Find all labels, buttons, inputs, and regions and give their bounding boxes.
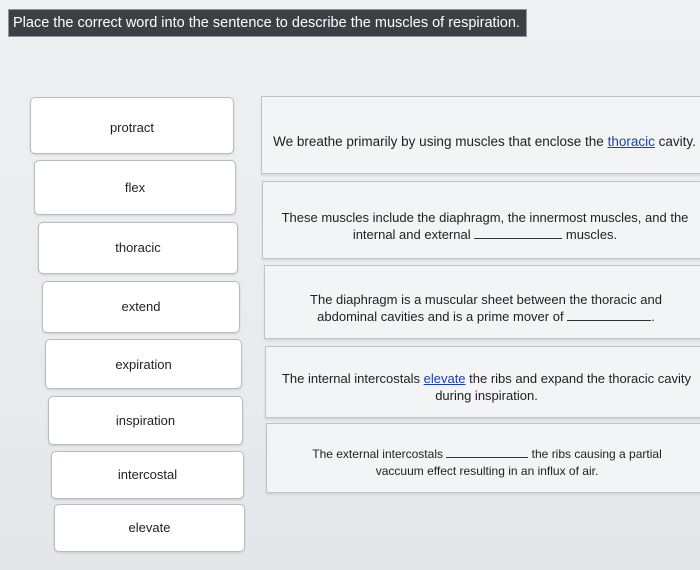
word-label: protract [109,120,155,135]
sentence-text [267,446,700,480]
word-card-expiration[interactable] [45,339,242,389]
answer-slot[interactable] [474,228,562,239]
sentence-text [265,291,700,325]
word-label: flex [124,180,146,195]
sentence-text [266,370,700,404]
sentence-box-2[interactable] [262,181,700,259]
word-card-extend[interactable] [42,281,240,333]
sentence-part-2: muscles. [565,227,618,242]
word-card-thoracic[interactable] [38,222,238,274]
word-label: inspiration [115,413,176,428]
word-card-protract[interactable] [30,97,234,154]
word-label: expiration [115,357,172,372]
answer-slot[interactable]: elevate [423,371,466,386]
word-card-flex[interactable] [34,160,236,215]
sentence-part-2: . [651,309,655,324]
answer-slot[interactable] [446,447,528,458]
sentence-part-2: the ribs causing a partial vaccuum effect resulting in an influx of air. [375,447,662,478]
sentence-part-2: the ribs and expand the thoracic cavity during inspiration. [435,371,692,403]
sentence-box-1[interactable] [261,96,700,174]
word-label: extend [121,299,161,314]
sentence-text [263,209,700,243]
word-label: thoracic [115,240,161,255]
word-card-inspiration[interactable] [48,396,243,445]
instruction-header [8,9,527,37]
sentence-part-1: We breathe primarily by using muscles that enclose the [273,134,604,149]
sentence-part-1: These muscles include the diaphragm, the innermost muscles, and the internal and external [281,210,689,242]
sentence-box-4[interactable] [265,346,700,418]
sentence-box-3[interactable] [264,265,700,339]
answer-slot[interactable] [567,310,651,321]
sentence-part-1: The external intercostals [312,447,443,461]
word-label: elevate [128,520,171,535]
sentence-part-1: The diaphragm is a muscular sheet between the thoracic and abdominal cavities and is a prime mover of [310,292,662,324]
word-card-elevate[interactable] [54,504,245,552]
sentence-box-5[interactable] [266,423,700,493]
sentence-text [262,133,700,150]
instruction-text: Place the correct word into the sentence to describe the muscles of respiration. [13,15,520,31]
word-label: intercostal [117,467,178,482]
word-card-intercostal[interactable] [51,451,244,499]
answer-slot[interactable]: thoracic [607,134,655,149]
sentence-part-1: The internal intercostals [281,371,420,386]
sentence-part-2: cavity. [658,134,696,149]
